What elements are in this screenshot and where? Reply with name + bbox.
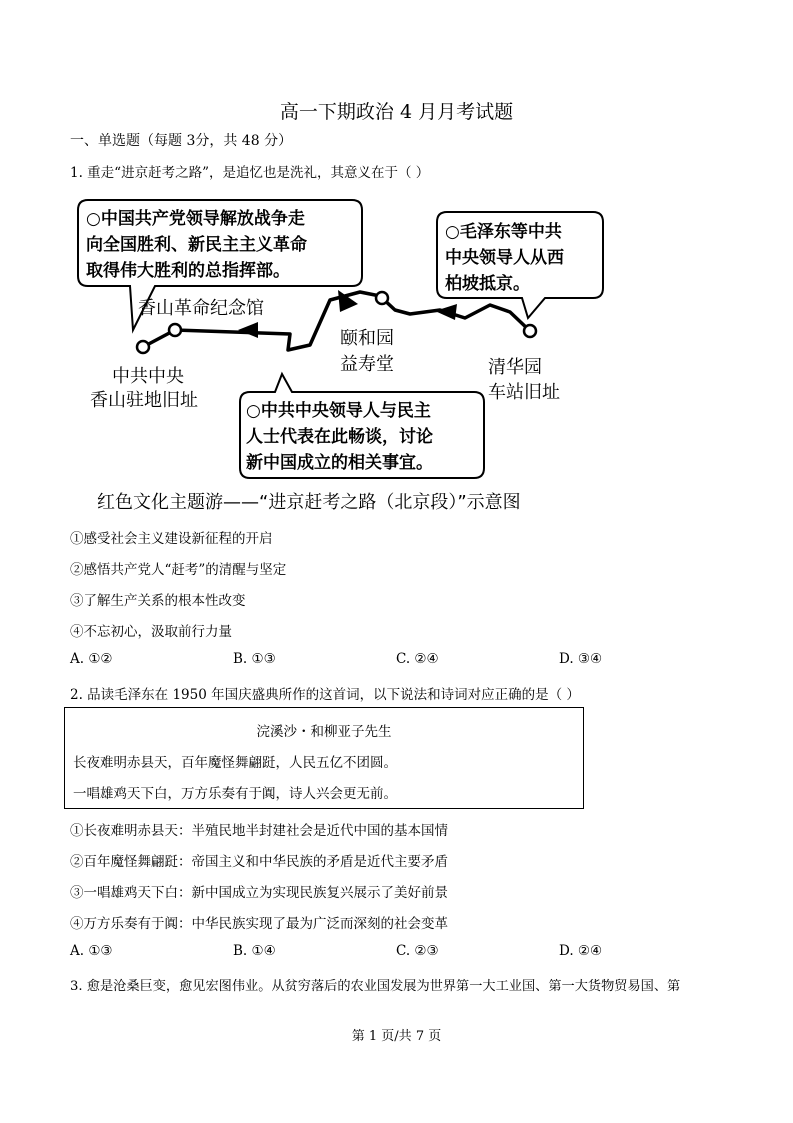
bubble-bottom-line-2: 人士代表在此畅谈，讨论 <box>246 427 433 447</box>
q1-option-4: ④不忘初心，汲取前行力量 <box>70 624 232 640</box>
q1-option-1: ①感受社会主义建设新征程的开启 <box>70 531 273 547</box>
q1-option-2: ②感悟共产党人“赶考”的清醒与坚定 <box>70 562 287 578</box>
poem-box <box>64 707 584 809</box>
bubble-left-line-3: 取得伟大胜利的总指挥部。 <box>86 261 290 281</box>
q1-choice-b: B. ①③ <box>233 651 276 667</box>
station-memorial <box>169 324 181 336</box>
label-summer-palace-line-2: 益寿堂 <box>340 354 394 375</box>
q1-choice-d: D. ③④ <box>559 651 603 667</box>
q2-option-3: ③一唱雄鸡天下白：新中国成立为实现民族复兴展示了美好前景 <box>70 885 448 901</box>
map-caption: 红色文化主题游——“进京赶考之路（北京段）”示意图 <box>97 492 521 513</box>
label-tsinghua-line-2: 车站旧址 <box>488 382 560 403</box>
poem-line-2: 一唱雄鸡天下白，万方乐奏有于阗，诗人兴会更无前。 <box>73 786 397 802</box>
label-hq-line-1: 中共中央 <box>112 366 184 387</box>
poem-title: 浣溪沙・和柳亚子先生 <box>256 724 392 740</box>
q2-option-4: ④万方乐奏有于阗：中华民族实现了最为广泛而深刻的社会变革 <box>70 916 448 932</box>
q2-choice-a: A. ①③ <box>70 943 113 959</box>
station-hq <box>137 341 149 353</box>
label-hq-line-2: 香山驻地旧址 <box>90 390 198 411</box>
bubble-bottom-line-1: ○中共中央领导人与民主 <box>246 401 431 421</box>
question-1-stem: 1. 重走“进京赶考之路”，是追忆也是洗礼，其意义在于（ ） <box>70 165 430 181</box>
page-footer: 第 1 页/共 7 页 <box>351 1029 442 1044</box>
station-summer-palace <box>376 292 388 304</box>
page-title: 高一下期政治 4 月月考试题 <box>279 101 514 123</box>
label-tsinghua-line-1: 清华园 <box>488 357 542 378</box>
q2-choice-b: B. ①④ <box>233 943 276 959</box>
q2-option-1: ①长夜难明赤县天：半殖民地半封建社会是近代中国的基本国情 <box>70 823 448 839</box>
question-2-stem: 2. 品读毛泽东在 1950 年国庆盛典所作的这首词，以下说法和诗词对应正确的是（ ） <box>70 687 580 703</box>
q2-choice-c: C. ②③ <box>396 943 439 959</box>
question-3-stem: 3. 愈是沧桑巨变，愈见宏图伟业。从贫穷落后的农业国发展为世界第一大工业国、第一大货物贸易国、第 <box>70 979 681 994</box>
q1-choice-c: C. ②④ <box>396 651 439 667</box>
bubble-right-line-2: 中央领导人从西 <box>445 248 564 268</box>
bubble-right-line-3: 柏坡抵京。 <box>445 274 530 294</box>
bubble-left-line-2: 向全国胜利、新民主主义革命 <box>86 235 307 255</box>
q2-option-2: ②百年魔怪舞翩跹：帝国主义和中华民族的矛盾是近代主要矛盾 <box>70 854 448 870</box>
q1-choice-a: A. ①② <box>70 651 113 667</box>
q2-choice-d: D. ②④ <box>559 943 603 959</box>
q1-option-3: ③了解生产关系的根本性改变 <box>70 593 246 609</box>
bubble-right-line-1: ○毛泽东等中共 <box>445 222 562 242</box>
bubble-left-line-1: ○中国共产党领导解放战争走 <box>86 209 305 229</box>
label-xiangshan-memorial: 香山革命纪念馆 <box>138 298 264 319</box>
route-arrow-1 <box>238 322 258 338</box>
station-tsinghua <box>524 325 536 337</box>
route-map <box>0 0 793 520</box>
route-arrow-3 <box>435 304 457 320</box>
poem-line-1: 长夜难明赤县天，百年魔怪舞翩跹，人民五亿不团圆。 <box>73 755 397 771</box>
bubble-bottom-line-3: 新中国成立的相关事宜。 <box>246 453 433 473</box>
section-heading: 一、单选题（每题 3分，共 48 分） <box>70 133 293 149</box>
label-summer-palace-line-1: 颐和园 <box>340 328 394 349</box>
